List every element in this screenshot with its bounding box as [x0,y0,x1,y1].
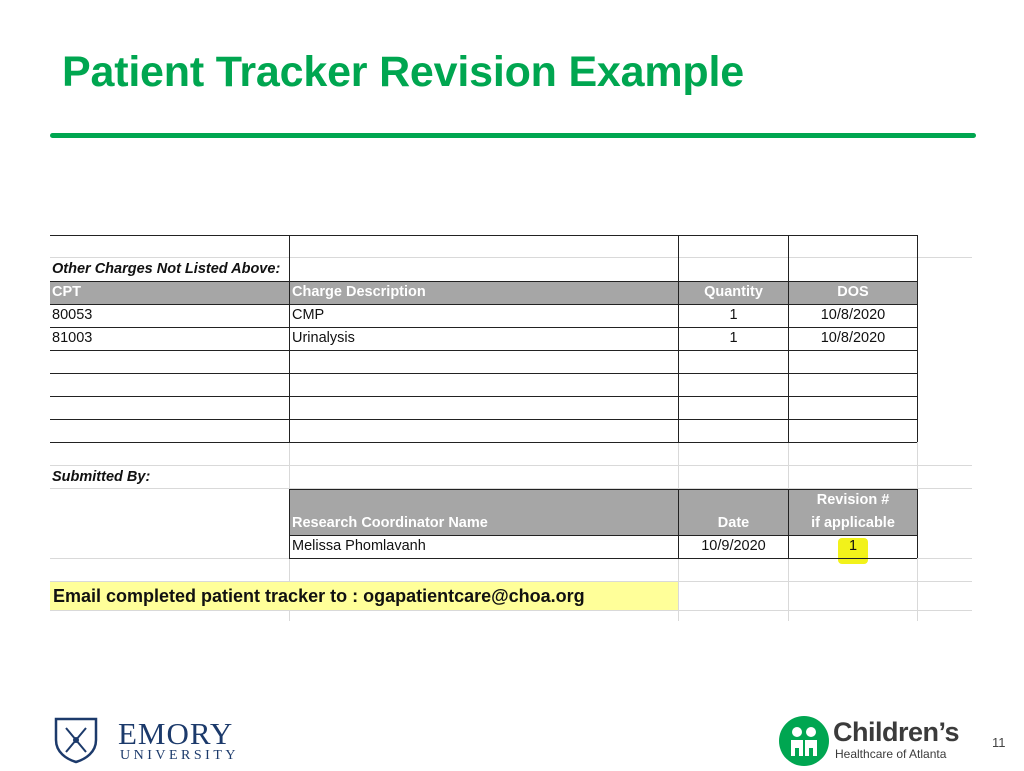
submitted-section-label: Submitted By: [52,469,151,485]
cell-cpt[interactable]: 80053 [52,307,93,323]
page-number: 11 [992,735,1006,750]
col-header-quantity: Quantity [679,281,788,304]
email-instruction: Email completed patient tracker to : ogapatientcare@choa.org [50,582,678,610]
table-border [289,235,290,442]
table-border [50,396,917,397]
choa-logo [779,716,979,768]
col-header-date: Date [679,489,788,535]
col-header-dos: DOS [789,281,917,304]
table-border [788,235,789,442]
spreadsheet [50,235,972,621]
cell-submit-date[interactable]: 10/9/2020 [701,538,766,554]
cell-quantity[interactable]: 1 [729,307,738,323]
cell-revision-number[interactable]: 1 [848,538,858,554]
slide-title: Patient Tracker Revision Example [62,48,744,96]
choa-name: Children’s [833,717,960,747]
cell-dos[interactable]: 10/8/2020 [820,307,886,323]
col-header-revision [789,489,917,535]
table-border [50,419,917,420]
cell-quantity[interactable]: 1 [729,330,738,346]
cell-coordinator-name[interactable]: Melissa Phomlavanh [292,538,426,554]
table-border [50,373,917,374]
emory-logo [52,713,237,768]
title-underline [50,133,976,138]
cell-description[interactable]: Urinalysis [292,330,355,346]
table-border [50,350,917,351]
table-border [678,235,679,442]
table-border [917,235,918,442]
table-top-border [50,235,917,236]
table-border [50,442,917,443]
table-border [289,489,917,490]
table-border [50,304,917,305]
table-border [678,489,679,558]
table-border [289,489,290,558]
cell-dos[interactable]: 10/8/2020 [820,330,886,346]
emory-name: EMORY [118,716,234,751]
cell-cpt[interactable]: 81003 [52,330,93,346]
table-border [917,489,918,558]
emory-subtitle: UNIVERSITY [120,748,239,763]
col-header-coordinator: Research Coordinator Name [290,489,678,535]
table-border [50,327,917,328]
revision-header-line1: Revision # [816,492,890,508]
choa-emblem-icon [779,716,829,766]
cell-description[interactable]: CMP [292,307,325,323]
emory-shield-icon [52,716,100,764]
table-border [50,281,917,282]
table-border [788,489,789,558]
col-header-cpt: CPT [50,281,289,304]
table-border [289,558,917,559]
col-header-description: Charge Description [290,281,678,304]
revision-header-line2: if applicable [811,515,895,531]
charges-section-label: Other Charges Not Listed Above: [52,261,281,277]
grid-row-line [50,610,972,611]
table-border [289,535,917,536]
choa-subtitle: Healthcare of Atlanta [835,747,947,761]
